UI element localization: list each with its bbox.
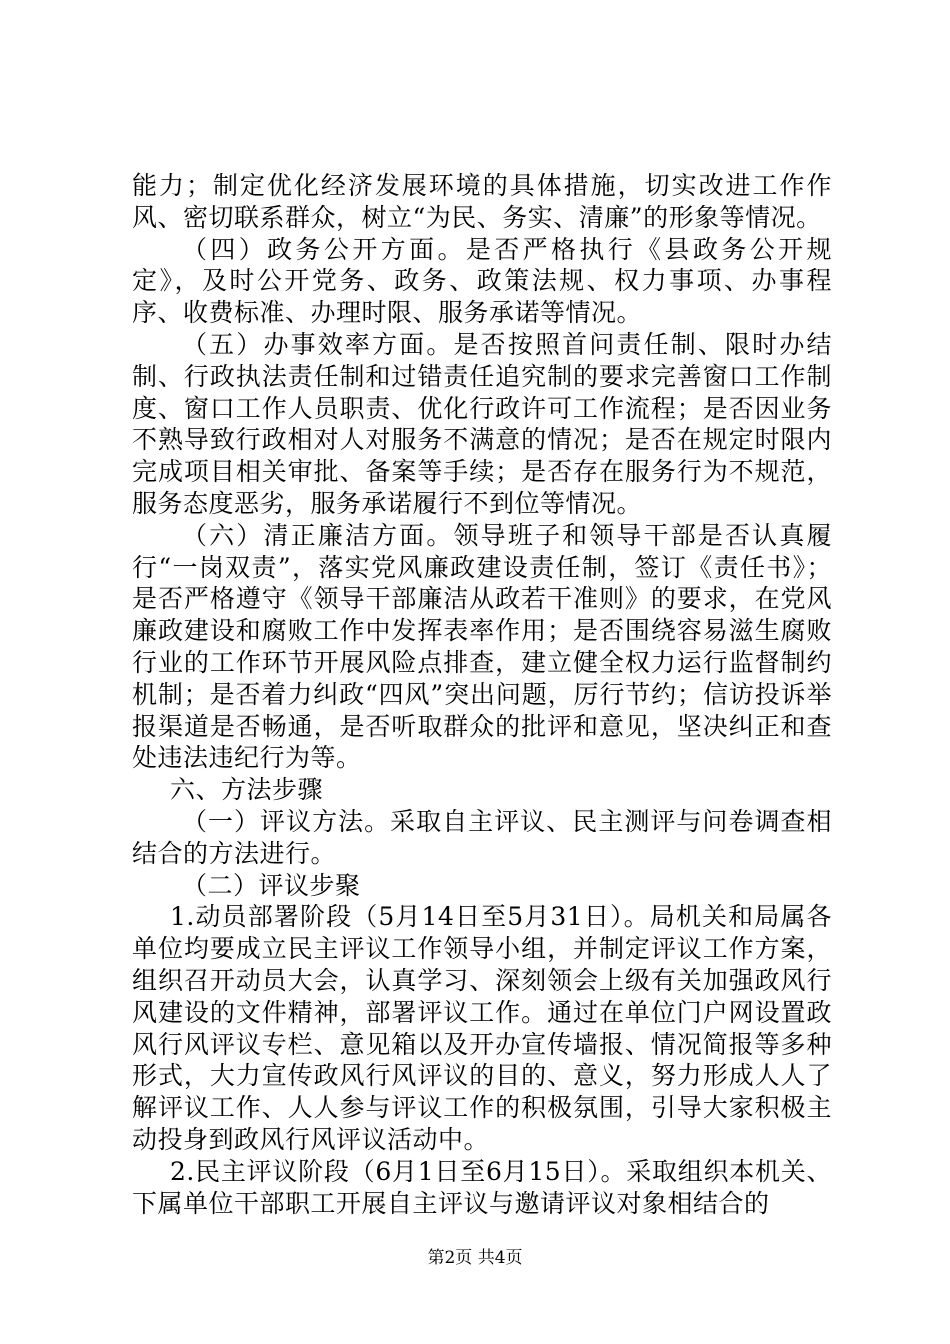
paragraph-government-openness: （四）政务公开方面。是否严格执行《县政务公开规定》，及时公开党务、政务、政策法规、权力事项、办事程序、收费标准、办理时限、服务承诺等情况。 — [132, 234, 832, 328]
paragraph-integrity: （六）清正廉洁方面。领导班子和领导干部是否认真履行“一岗双责”，落实党风廉政建设责任制，签订《责任书》；是否严格遵守《领导干部廉洁从政若干准则》的要求，在党风廉政建设和腐败工作中发挥表率作用；是否围绕容易滋生腐败行业的工作环节开展风险点排查，建立健全权力运行监督制约机制；是否着力纠政“四风”突出问题，厉行节约；信访投诉举报渠道是否畅通，是否听取群众的批评和意见，坚决纠正和查处违法违纪行为等。 — [132, 520, 832, 773]
subheading-evaluation-steps: （二）评议步聚 — [182, 870, 361, 900]
paragraph-evaluation-stage: 2.民主评议阶段（6月1日至6月15日）。采取组织本机关、下属单位干部职工开展自主评议与邀请评议对象相结合的 — [132, 1156, 832, 1218]
paragraph-evaluation-method: （一）评议方法。采取自主评议、民主测评与问卷调查相结合的方法进行。 — [132, 806, 832, 868]
paragraph-efficiency: （五）办事效率方面。是否按照首问责任制、限时办结制、行政执法责任制和过错责任追究制的要求完善窗口工作制度、窗口工作人员职责、优化行政许可工作流程；是否因业务不熟导致行政相对人对服务不满意的情况；是否在规定时限内完成项目相关审批、备案等手续；是否存在服务行为不规范，服务态度恶劣，服务承诺履行不到位等情况。 — [132, 329, 832, 518]
paragraph-continuation: 能力；制定优化经济发展环境的具体措施，切实改进工作作风、密切联系群众，树立“为民、务实、清廉”的形象等情况。 — [132, 171, 832, 232]
document-body — [132, 170, 832, 1219]
paragraph-mobilization-stage: 1.动员部署阶段（5月14日至5月31日）。局机关和局属各单位均要成立民主评议工作领导小组，并制定评议工作方案，组织召开动员大会，认真学习、深刻领会上级有关加强政风行风建设的文件精神，部署评议工作。通过在单位门户网设置政风行风评议专栏、意见箱以及开办宣传墙报、情况简报等多种形式，大力宣传政风行风评议的目的、意义，努力形成人人了解评议工作、人人参与评议工作的积极氛围，引导大家积极主动投身到政风行风评议活动中。 — [132, 902, 832, 1154]
section-heading-methods: 六、方法步骤 — [170, 775, 324, 805]
page-footer: 第2页 共4页 — [427, 1248, 523, 1268]
